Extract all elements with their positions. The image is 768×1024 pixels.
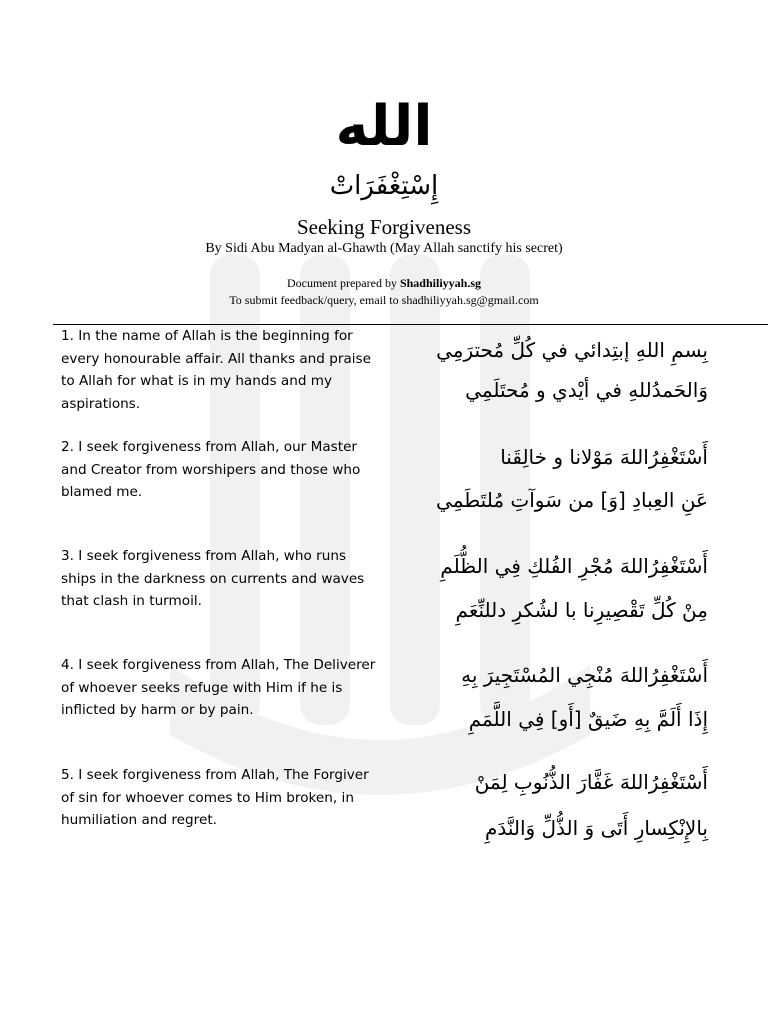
verse-arabic-line-2: بِالإِنْكِسارِ أَتَى وَ الذُّلِّ وَالنَّدَمِ: [484, 816, 708, 840]
feedback-line: To submit feedback/query, email to shadhiliyyah.sg@gmail.com: [229, 293, 539, 307]
prepared-prefix: Document prepared by: [286, 276, 400, 290]
arabic-subtitle: إِسْتِغْفَرَاتْ: [329, 171, 439, 201]
prepared-by-line: [0, 276, 768, 291]
verse-arabic-line-1: أَسْتَغْفِرُاللهَ مُنْجِي المُسْتَجِيرَ بِهِ: [461, 663, 708, 687]
verse-english: 3. I seek forgiveness from Allah, who runs ships in the darkness on currents and waves that clash in turmoil.: [61, 548, 365, 609]
verse-arabic-line-2: إِذَا أَلَمَّ بِهِ ضَيقٌ [أَو] فِي اللَّمَمِ: [468, 707, 708, 731]
verse-english: 4. I seek forgiveness from Allah, The Deliverer of whoever seeks refuge with Him if he is inflicted by harm or by pain.: [61, 657, 376, 718]
verse-arabic-line-1: أَسْتَغْفِرُاللهَ مُجْرِ الفُلكِ فِي الظُّلَمِ: [440, 554, 708, 578]
verse-arabic-line-1: أَسْتَغْفِرُاللهَ غَفَّارَ الذُّنُوبِ لِمَنْ: [474, 770, 708, 794]
verse-english: 1. In the name of Allah is the beginning for every honourable affair. All thanks and praise to Allah for what is in my hands and my aspirations.: [61, 328, 372, 412]
allah-calligraphy-logo: الله: [335, 94, 433, 159]
verse-arabic-line-1: بِسمِ اللهِ إبتِدائي في كُلِّ مُحترَمِي: [436, 338, 708, 362]
prepared-by-name: Shadhiliyyah.sg: [399, 276, 481, 290]
verse-english: 2. I seek forgiveness from Allah, our Master and Creator from worshipers and those who blamed me.: [61, 439, 361, 500]
verse-arabic-line-2: وَالحَمدُللهِ في أيْدي و مُحتَلَمِي: [465, 378, 708, 402]
verse-arabic-line-2: عَنِ العِبادِ [وَ] من سَوآتِ مُلتَطَمِي: [436, 488, 708, 512]
verse-english: 5. I seek forgiveness from Allah, The Forgiver of sin for whoever comes to Him broken, in humiliation and regret.: [61, 767, 369, 828]
verse-arabic-line-1: أَسْتَغْفِرُاللهَ مَوْلانا و خالِقَنا: [500, 445, 708, 469]
verse-arabic-line-2: مِنْ كُلِّ تَقْصِيرِنا با لشُكرِ دللنِّعَمِ: [455, 598, 708, 622]
author-byline: By Sidi Abu Madyan al-Ghawth (May Allah sanctify his secret): [205, 241, 563, 256]
page-title: Seeking Forgiveness: [296, 215, 472, 239]
